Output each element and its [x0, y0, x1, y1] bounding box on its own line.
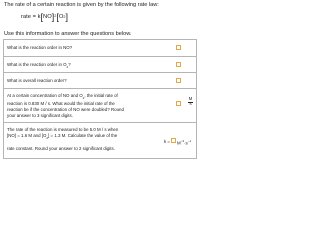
answer-input-order-o2[interactable]	[176, 62, 181, 67]
instruction-text: Use this information to answer the questions below.	[4, 31, 132, 37]
question-text: The rate of the reaction is measured to be 5.0 M / s when [NO] = 1.6 M and $[O_2] = 1.3$ M. Calculate the value of the rate constant. Round your answer to 2 significant digits.	[7, 127, 119, 152]
exponent-no: 2	[54, 14, 57, 18]
questions-table	[3, 39, 197, 159]
question-text: At a certain concentration of NO and $O_2$, the initial rate of reaction is 0.830 M / s. What would the initial rate of the reaction be if the concentration of NO were doubled? Round your answer to 3 significant digits.	[7, 93, 124, 118]
question-row-order-no	[4, 40, 196, 56]
question-text: What is the reaction order in NO?	[7, 45, 73, 50]
question-row-overall-order	[4, 72, 196, 88]
answer-input-order-no[interactable]	[176, 45, 181, 50]
unit-m-per-s: M s	[188, 96, 193, 107]
species-no: NO	[43, 14, 52, 20]
species-o2: O	[58, 14, 64, 20]
question-row-rate-constant	[4, 122, 196, 160]
answer-input-overall-order[interactable]	[176, 78, 181, 83]
question-row-initial-rate	[4, 88, 196, 122]
rate-constant-symbol: k	[37, 14, 41, 20]
answer-input-initial-rate[interactable]	[176, 101, 181, 106]
answer-input-rate-constant[interactable]	[171, 138, 176, 143]
rate-law-equation: rate = k [ NO ] $^2$ [ O 2 ]	[21, 12, 69, 22]
rate-label: rate	[21, 14, 31, 20]
k-unit: $M^{-3}\cdot s^{-1}$	[177, 139, 192, 146]
question-text: What is the reaction order in $O_2$?	[7, 62, 71, 69]
question-text: What is overall reaction order?	[7, 78, 67, 83]
k-equals-label: k =	[164, 139, 170, 144]
intro-text: The rate of a certain reaction is given by the following rate law:	[4, 2, 159, 8]
question-row-order-o2	[4, 56, 196, 72]
